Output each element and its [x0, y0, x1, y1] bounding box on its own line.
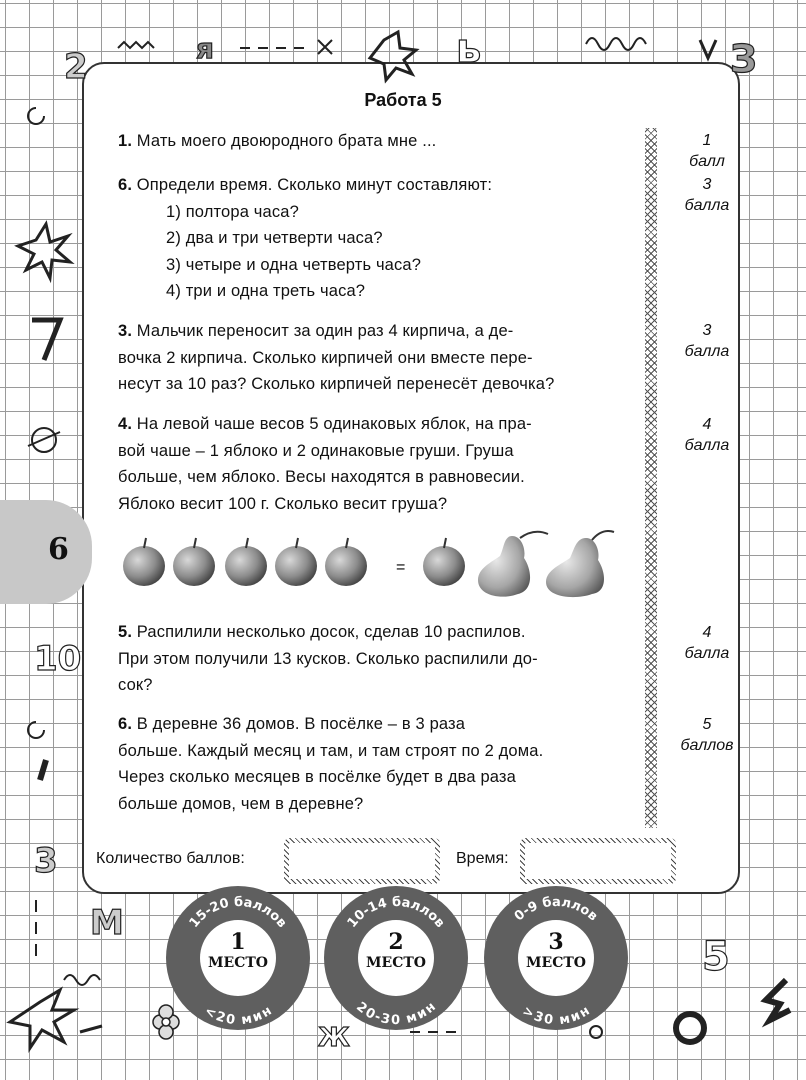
pear-icon	[478, 532, 548, 597]
task-text: Мальчик переносит за один раз 4 кирпича, а де-	[136, 322, 514, 340]
score-bar	[0, 842, 806, 882]
time-label: Время:	[456, 850, 509, 867]
apple-icon	[225, 538, 267, 586]
task-text: Распилили несколько досок, сделав 10 распилов.	[136, 623, 526, 641]
apple-icon	[325, 538, 367, 586]
task-text: Мать моего двоюродного брата мне ...	[136, 132, 437, 150]
wave-doodle	[586, 38, 646, 50]
task-number: 6.	[118, 176, 133, 194]
badge-score-range: 10-14 баллов	[344, 894, 448, 931]
subitem: 4) три и одна треть часа?	[166, 282, 366, 300]
points-unit: балла	[684, 197, 730, 214]
task-2-points	[672, 174, 742, 216]
task-text: При этом получили 13 кусков. Сколько распилили до-	[118, 649, 538, 668]
task-2	[118, 172, 638, 305]
letter-zhe-doodle: Ж	[318, 1023, 350, 1053]
points-value: 1	[702, 132, 712, 149]
equals-sign: =	[396, 559, 406, 576]
points-divider	[645, 128, 657, 828]
task-4	[118, 411, 638, 517]
place-number: 2	[388, 929, 404, 955]
task-number: 3.	[118, 322, 133, 340]
cross-doodle	[318, 40, 332, 54]
letter-ze-doodle: З	[730, 37, 757, 81]
badge-time-range: <20 мин	[201, 1003, 275, 1029]
place-label: МЕСТО	[208, 955, 268, 971]
place-badge-1	[166, 886, 310, 1030]
task-text: больше, чем яблоко. Весы находятся в равновесии.	[118, 468, 525, 486]
task-6-points	[672, 714, 742, 756]
svg-text:20-30 мин	[353, 999, 439, 1028]
task-5-points	[672, 622, 742, 664]
place-number: 1	[230, 929, 246, 955]
task-1-points	[672, 130, 742, 172]
task-text: На левой чаше весов 5 одинаковых яблок, на пра-	[136, 415, 532, 433]
apple-icon	[123, 538, 165, 586]
scale-illustration	[0, 530, 806, 600]
place-label: МЕСТО	[366, 955, 426, 971]
points-unit: балл	[689, 153, 725, 170]
svg-text:>30 мин	[520, 1004, 593, 1028]
task-6	[118, 711, 638, 817]
task-text: Определи время. Сколько минут составляют:	[136, 176, 493, 194]
badge-center	[518, 920, 594, 996]
subitem: 1) полтора часа?	[166, 202, 299, 221]
badge-center	[200, 920, 276, 996]
letter-em-doodle: М	[90, 903, 124, 943]
badge-time-range: 20-30 мин	[353, 999, 439, 1029]
task-number: 1.	[118, 132, 133, 150]
subitem: 3) четыре и одна четверть часа?	[166, 255, 422, 274]
pear-icon	[546, 531, 614, 597]
subitem: 2) два и три четверти часа?	[166, 229, 383, 247]
points-field[interactable]	[284, 838, 440, 884]
digit-three-doodle: 3	[34, 841, 58, 881]
work-title: Работа 5	[364, 90, 442, 110]
task-text: вочка 2 кирпича. Сколько кирпичей они вместе пере-	[118, 348, 533, 367]
letter-soft-sign-doodle: ь	[456, 26, 482, 72]
points-unit: балла	[684, 437, 730, 454]
points-value: 4	[702, 416, 712, 433]
time-field[interactable]	[520, 838, 676, 884]
task-3	[118, 318, 638, 398]
points-unit: баллов	[680, 737, 734, 754]
zigzag-doodle	[118, 42, 154, 48]
task-text: вой чаше – 1 яблоко и 2 одинаковые груши. Груша	[118, 441, 514, 460]
task-text: больше. Каждый месяц и там, и там строят по 2 дома.	[118, 741, 544, 760]
letter-ya-doodle: я	[196, 32, 214, 65]
badge-score-range: 0-9 баллов	[511, 894, 601, 925]
star-doodle	[370, 32, 416, 80]
v-doodle	[700, 40, 716, 58]
badge-time-range: >30 мин	[519, 1003, 593, 1029]
chapter-number: 6	[48, 532, 69, 567]
badge-center	[358, 920, 434, 996]
apple-icon	[275, 538, 317, 586]
task-3-points	[672, 320, 742, 362]
points-unit: балла	[684, 343, 730, 360]
task-text: В деревне 36 домов. В посёлке – в 3 раза	[136, 715, 466, 733]
task-number: 6.	[118, 715, 133, 733]
star-doodle-bottom	[10, 990, 74, 1048]
task-text: сок?	[118, 676, 153, 694]
task-1	[118, 128, 638, 155]
points-value: 3	[702, 176, 712, 193]
place-badge-2	[324, 886, 468, 1030]
task-number: 4.	[118, 415, 133, 433]
star-doodle-left	[18, 224, 70, 278]
task-text: несут за 10 раз? Сколько кирпичей перенесёт девочка?	[118, 375, 555, 393]
task-5	[118, 619, 638, 699]
place-label: МЕСТО	[526, 955, 586, 971]
points-label: Количество баллов:	[96, 850, 245, 867]
place-badge-3	[484, 886, 628, 1030]
task-text: больше домов, чем в деревне?	[118, 794, 364, 813]
points-value: 5	[702, 716, 712, 733]
seven-doodle	[32, 320, 60, 360]
points-value: 3	[702, 322, 712, 339]
place-number: 3	[548, 929, 564, 955]
apple-icon	[423, 538, 465, 586]
task-number: 5.	[118, 623, 133, 641]
points-value: 4	[702, 624, 712, 641]
svg-text:<20 мин	[202, 1004, 275, 1028]
digit-two-doodle: 2	[64, 47, 88, 87]
digit-ten-doodle: 10	[34, 639, 82, 679]
badge-score-range: 15-20 баллов	[186, 894, 290, 931]
apple-icon	[173, 538, 215, 586]
digit-five-doodle: 5	[702, 934, 730, 980]
task-4-points	[672, 414, 742, 456]
task-text: Яблоко весит 100 г. Сколько весит груша?	[118, 494, 448, 513]
points-unit: балла	[684, 645, 730, 662]
task-text: Через сколько месяцев в посёлке будет в два раза	[118, 768, 516, 786]
